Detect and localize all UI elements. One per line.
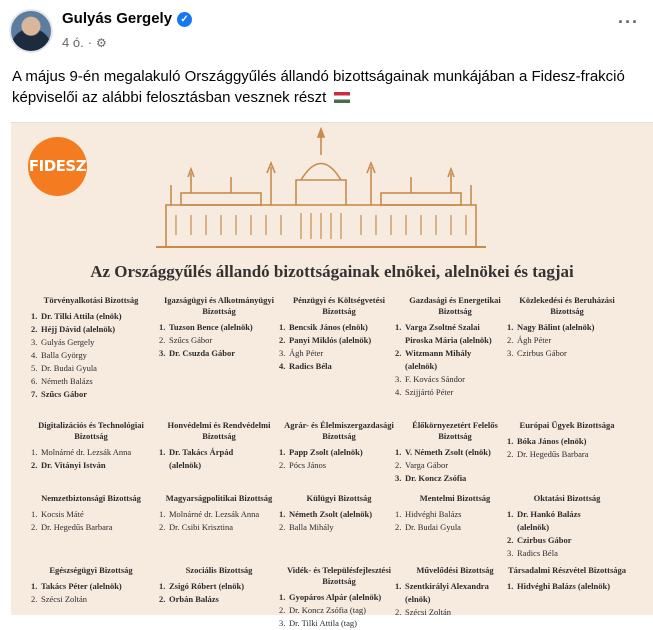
member-name: (alelnök) bbox=[517, 522, 550, 532]
committee-member bbox=[395, 373, 515, 386]
committee-name: Agrár- és Élelmiszergazdasági Bizottság bbox=[284, 420, 394, 441]
committee-member bbox=[31, 323, 151, 336]
member-name: Piroska Mária (alelnök) bbox=[405, 335, 492, 345]
member-number: 1. bbox=[395, 447, 402, 457]
committee-name: Külügyi Bizottság bbox=[306, 493, 372, 503]
committee-member bbox=[159, 321, 279, 334]
member-name: Nagy Bálint (alelnök) bbox=[517, 322, 595, 332]
post-body: A május 9-én megalakuló Országgyűlés állandó bizottságainak munkájában a Fidesz-frakció képviselői az alábbi felosztásban vesznek részt bbox=[12, 68, 625, 106]
committee-member bbox=[159, 347, 279, 360]
author-name-link[interactable] bbox=[62, 10, 192, 27]
member-name: Németh Balázs bbox=[41, 376, 93, 386]
member-number: 2. bbox=[31, 324, 38, 334]
committee-member bbox=[395, 472, 515, 485]
member-number: 2. bbox=[395, 348, 402, 358]
post-meta: 4 ó. · ⚙ bbox=[62, 35, 107, 50]
member-name: Dr. Csibi Krisztina bbox=[169, 522, 233, 532]
member-number: 4. bbox=[395, 387, 402, 397]
member-number: 1. bbox=[31, 509, 38, 519]
committee-member bbox=[31, 580, 151, 593]
member-number: 2. bbox=[31, 460, 38, 470]
committee-block bbox=[279, 565, 399, 630]
committee-block bbox=[507, 420, 627, 461]
committee-name: Művelődési Bizottság bbox=[416, 565, 494, 575]
committee-block bbox=[159, 493, 279, 534]
committee-member bbox=[279, 459, 399, 472]
member-name: Zsigó Róbert (elnök) bbox=[169, 581, 245, 591]
member-name: Ágh Péter bbox=[289, 348, 324, 358]
committee-name: Digitalizációs és Technológiai Bizottság bbox=[38, 420, 144, 441]
post-image[interactable] bbox=[11, 122, 653, 628]
committee-member bbox=[507, 321, 627, 334]
committee-member bbox=[159, 459, 279, 472]
member-name: Németh Zsolt (alelnök) bbox=[289, 509, 373, 519]
committee-member bbox=[279, 360, 399, 373]
post-header bbox=[0, 0, 653, 60]
committee-member bbox=[395, 459, 515, 472]
member-name: F. Kovács Sándor bbox=[405, 374, 465, 384]
member-number: 1. bbox=[31, 311, 38, 321]
member-name: Varga Zsoltné Szalai bbox=[405, 322, 480, 332]
member-name: Molnárné dr. Lezsák Anna bbox=[169, 509, 260, 519]
committee-member bbox=[395, 508, 515, 521]
member-number: 2. bbox=[507, 535, 514, 545]
member-number: 5. bbox=[31, 363, 38, 373]
member-name: Szécsi Zoltán bbox=[41, 594, 88, 604]
committee-block bbox=[31, 493, 151, 534]
committee-block bbox=[31, 295, 151, 401]
committee-member bbox=[159, 508, 279, 521]
committee-member bbox=[31, 593, 151, 606]
member-name: Dr. Budai Gyula bbox=[405, 522, 461, 532]
member-number: 1. bbox=[507, 322, 514, 332]
committee-member bbox=[395, 334, 515, 347]
author-name[interactable]: Gulyás Gergely bbox=[62, 10, 173, 27]
committee-member bbox=[31, 349, 151, 362]
member-name: Varga Gábor bbox=[405, 460, 449, 470]
committee-member bbox=[31, 459, 151, 472]
committee-name: Vidék- és Településfejlesztési Bizottság bbox=[286, 565, 392, 586]
committee-name: Közlekedési és Beruházási Bizottság bbox=[519, 295, 615, 316]
member-name: Dr. Koncz Zsófia (tag) bbox=[289, 605, 366, 615]
committee-member bbox=[395, 446, 515, 459]
member-number: 3. bbox=[279, 348, 286, 358]
avatar[interactable] bbox=[9, 9, 53, 53]
member-name: Balla Mihály bbox=[289, 522, 334, 532]
member-number: 3. bbox=[507, 548, 514, 558]
member-name: Ágh Péter bbox=[517, 335, 552, 345]
committee-member bbox=[31, 336, 151, 349]
member-name: Balla György bbox=[41, 350, 87, 360]
member-number: 3. bbox=[395, 374, 402, 384]
member-number: 1. bbox=[279, 447, 286, 457]
member-number: 1. bbox=[395, 581, 402, 591]
committee-block bbox=[31, 420, 151, 472]
member-name: Szűcs Gábor bbox=[41, 389, 88, 399]
member-number: 2. bbox=[159, 335, 166, 345]
committee-block bbox=[395, 420, 515, 485]
member-number: 6. bbox=[31, 376, 38, 386]
committee-member bbox=[395, 606, 515, 619]
member-name: Dr. Hegedűs Barbara bbox=[41, 522, 113, 532]
member-number: 2. bbox=[279, 522, 286, 532]
committee-member bbox=[395, 580, 515, 593]
member-number: 3. bbox=[159, 348, 166, 358]
committee-block bbox=[31, 565, 151, 606]
member-name: Takács Péter (alelnök) bbox=[41, 581, 122, 591]
member-number: 2. bbox=[395, 522, 402, 532]
member-name: V. Németh Zsolt (elnök) bbox=[405, 447, 491, 457]
member-name: Dr. Vitányi István bbox=[41, 460, 106, 470]
member-number: 2. bbox=[279, 460, 286, 470]
member-name: Pócs János bbox=[289, 460, 327, 470]
member-number: 2. bbox=[31, 522, 38, 532]
member-name: Czirbus Gábor bbox=[517, 348, 567, 358]
committee-member bbox=[395, 521, 515, 534]
member-name: Panyi Miklós (alelnök) bbox=[289, 335, 372, 345]
member-name: Hidvéghi Balázs bbox=[405, 509, 462, 519]
committee-member bbox=[279, 508, 399, 521]
committee-block bbox=[159, 295, 279, 360]
committee-block bbox=[395, 493, 515, 534]
member-name: Papp Zsolt (alelnök) bbox=[289, 447, 363, 457]
member-number: 2. bbox=[507, 449, 514, 459]
fidesz-logo: FIDESZ bbox=[28, 137, 87, 196]
committee-name: Oktatási Bizottság bbox=[533, 493, 601, 503]
committee-grid bbox=[11, 123, 653, 628]
member-name: Bencsik János (elnök) bbox=[289, 322, 368, 332]
member-number: 1. bbox=[159, 447, 166, 457]
member-name: Molnárné dr. Lezsák Anna bbox=[41, 447, 132, 457]
member-number: 1. bbox=[507, 581, 514, 591]
committee-name: Honvédelmi és Rendvédelmi Bizottság bbox=[167, 420, 271, 441]
member-number: 3. bbox=[279, 618, 286, 628]
member-name: Czirbus Gábor bbox=[517, 535, 572, 545]
member-name: Dr. Tilki Attila (elnök) bbox=[41, 311, 122, 321]
member-number: 3. bbox=[507, 348, 514, 358]
member-number: 1. bbox=[395, 509, 402, 519]
committee-member bbox=[279, 591, 399, 604]
more-options-button[interactable]: ··· bbox=[618, 12, 639, 32]
member-name: Szécsi Zoltán bbox=[405, 607, 452, 617]
committee-member bbox=[507, 508, 627, 521]
member-number: 2. bbox=[279, 335, 286, 345]
member-name: Hidvéghi Balázs (alelnök) bbox=[517, 581, 611, 591]
member-name: Dr. Budai Gyula bbox=[41, 363, 97, 373]
committee-member bbox=[507, 521, 627, 534]
committee-member bbox=[507, 547, 627, 560]
committee-member bbox=[31, 508, 151, 521]
committee-member bbox=[279, 604, 399, 617]
committee-member bbox=[279, 617, 399, 630]
committee-block bbox=[507, 493, 627, 560]
member-number: 1. bbox=[31, 447, 38, 457]
member-name: Bóka János (elnök) bbox=[517, 436, 587, 446]
member-name: Kocsis Máté bbox=[41, 509, 84, 519]
member-number: 4. bbox=[279, 361, 286, 371]
committee-name: Magyarságpolitikai Bizottság bbox=[165, 493, 273, 503]
committee-name: Egészségügyi Bizottság bbox=[49, 565, 133, 575]
member-name: Gulyás Gergely bbox=[41, 337, 95, 347]
committee-name: Gazdasági és Energetikai Bizottság bbox=[409, 295, 501, 316]
committee-member bbox=[31, 446, 151, 459]
committee-block bbox=[159, 565, 279, 606]
member-name: (alelnök) bbox=[405, 361, 438, 371]
committee-name: Mentelmi Bizottság bbox=[419, 493, 491, 503]
member-number: 1. bbox=[395, 322, 402, 332]
committee-name: Igazságügyi és Alkotmányügyi Bizottság bbox=[163, 295, 275, 316]
member-name: (elnök) bbox=[405, 594, 431, 604]
member-name: Gyopáros Alpár (alelnök) bbox=[289, 592, 382, 602]
committee-member bbox=[507, 435, 627, 448]
member-number: 2. bbox=[395, 460, 402, 470]
member-number: 2. bbox=[395, 607, 402, 617]
committee-member bbox=[507, 448, 627, 461]
committee-member bbox=[31, 388, 151, 401]
member-number: 1. bbox=[159, 509, 166, 519]
member-name: Radics Béla bbox=[517, 548, 558, 558]
committee-member bbox=[159, 521, 279, 534]
member-number: 2. bbox=[31, 594, 38, 604]
committee-name: Törvényalkotási Bizottság bbox=[43, 295, 139, 305]
member-number: 1. bbox=[31, 581, 38, 591]
committee-member bbox=[507, 534, 627, 547]
member-name: Dr. Koncz Zsófia bbox=[405, 473, 467, 483]
member-number: 1. bbox=[507, 436, 514, 446]
member-name: Szűcs Gábor bbox=[169, 335, 213, 345]
committee-member bbox=[31, 521, 151, 534]
committee-member bbox=[279, 521, 399, 534]
committee-member bbox=[395, 347, 515, 360]
committee-member bbox=[279, 446, 399, 459]
committee-member bbox=[31, 362, 151, 375]
member-number: 1. bbox=[159, 322, 166, 332]
member-name: Szentkirályi Alexandra bbox=[405, 581, 489, 591]
member-name: Witzmann Mihály bbox=[405, 348, 472, 358]
member-number: 1. bbox=[159, 581, 166, 591]
member-name: Dr. Tilki Attila (tag) bbox=[289, 618, 358, 628]
committee-name: Élőkörnyezetért Felelős Bizottság bbox=[412, 420, 498, 441]
member-number: 1. bbox=[279, 322, 286, 332]
member-number: 1. bbox=[279, 592, 286, 602]
member-number: 2. bbox=[159, 594, 166, 604]
audience-gear-icon[interactable]: ⚙ bbox=[96, 35, 107, 50]
member-name: Orbán Balázs bbox=[169, 594, 219, 604]
committee-member bbox=[395, 360, 515, 373]
member-name: (alelnök) bbox=[169, 460, 202, 470]
member-name: Tuzson Bence (alelnök) bbox=[169, 322, 253, 332]
committee-block bbox=[279, 420, 399, 472]
member-name: Héjj Dávid (alelnök) bbox=[41, 324, 116, 334]
image-title: Az Országgyűlés állandó bizottságainak elnökei, alelnökei és tagjai bbox=[90, 262, 574, 281]
hungarian-flag-icon bbox=[334, 92, 350, 103]
member-number: 4. bbox=[31, 350, 38, 360]
committee-name: Pénzügyi és Költségvetési Bizottság bbox=[292, 295, 386, 316]
committee-block bbox=[395, 565, 515, 619]
member-number: 2. bbox=[279, 605, 286, 615]
post-text bbox=[12, 66, 642, 108]
committee-name: Társadalmi Részvétel Bizottsága bbox=[507, 565, 627, 575]
committee-member bbox=[279, 347, 399, 360]
committee-block bbox=[395, 295, 515, 399]
committee-member bbox=[395, 321, 515, 334]
committee-name: Szociális Bizottság bbox=[185, 565, 253, 575]
committee-member bbox=[279, 334, 399, 347]
post-time[interactable]: 4 ó. bbox=[62, 35, 84, 50]
member-name: Dr. Hegedűs Barbara bbox=[517, 449, 589, 459]
member-number: 1. bbox=[507, 509, 514, 519]
committee-member bbox=[159, 580, 279, 593]
committee-member bbox=[31, 375, 151, 388]
committee-member bbox=[507, 334, 627, 347]
committee-block bbox=[507, 565, 627, 593]
committee-block bbox=[159, 420, 279, 472]
member-number: 1. bbox=[279, 509, 286, 519]
member-name: Dr. Csuzda Gábor bbox=[169, 348, 236, 358]
committee-member bbox=[395, 593, 515, 606]
committee-name: Nemzetbiztonsági Bizottság bbox=[41, 493, 141, 503]
member-number: 2. bbox=[507, 335, 514, 345]
committee-member bbox=[395, 386, 515, 399]
committee-block bbox=[279, 295, 399, 373]
committee-block bbox=[279, 493, 399, 534]
member-number: 3. bbox=[31, 337, 38, 347]
committee-member bbox=[159, 446, 279, 459]
committee-block bbox=[507, 295, 627, 360]
verified-badge-icon: ✓ bbox=[177, 12, 192, 27]
committee-member bbox=[159, 334, 279, 347]
committee-member bbox=[507, 580, 627, 593]
member-name: Dr. Takács Árpád bbox=[169, 447, 234, 457]
committee-member bbox=[159, 593, 279, 606]
committee-member bbox=[31, 310, 151, 323]
member-number: 7. bbox=[31, 389, 38, 399]
committee-name: Európai Ügyek Bizottsága bbox=[519, 420, 615, 430]
member-name: Radics Béla bbox=[289, 361, 332, 371]
committee-member bbox=[279, 321, 399, 334]
member-number: 2. bbox=[159, 522, 166, 532]
committee-member bbox=[507, 347, 627, 360]
member-name: Dr. Hankó Balázs bbox=[517, 509, 581, 519]
member-name: Szijjártó Péter bbox=[405, 387, 454, 397]
member-number: 3. bbox=[395, 473, 402, 483]
